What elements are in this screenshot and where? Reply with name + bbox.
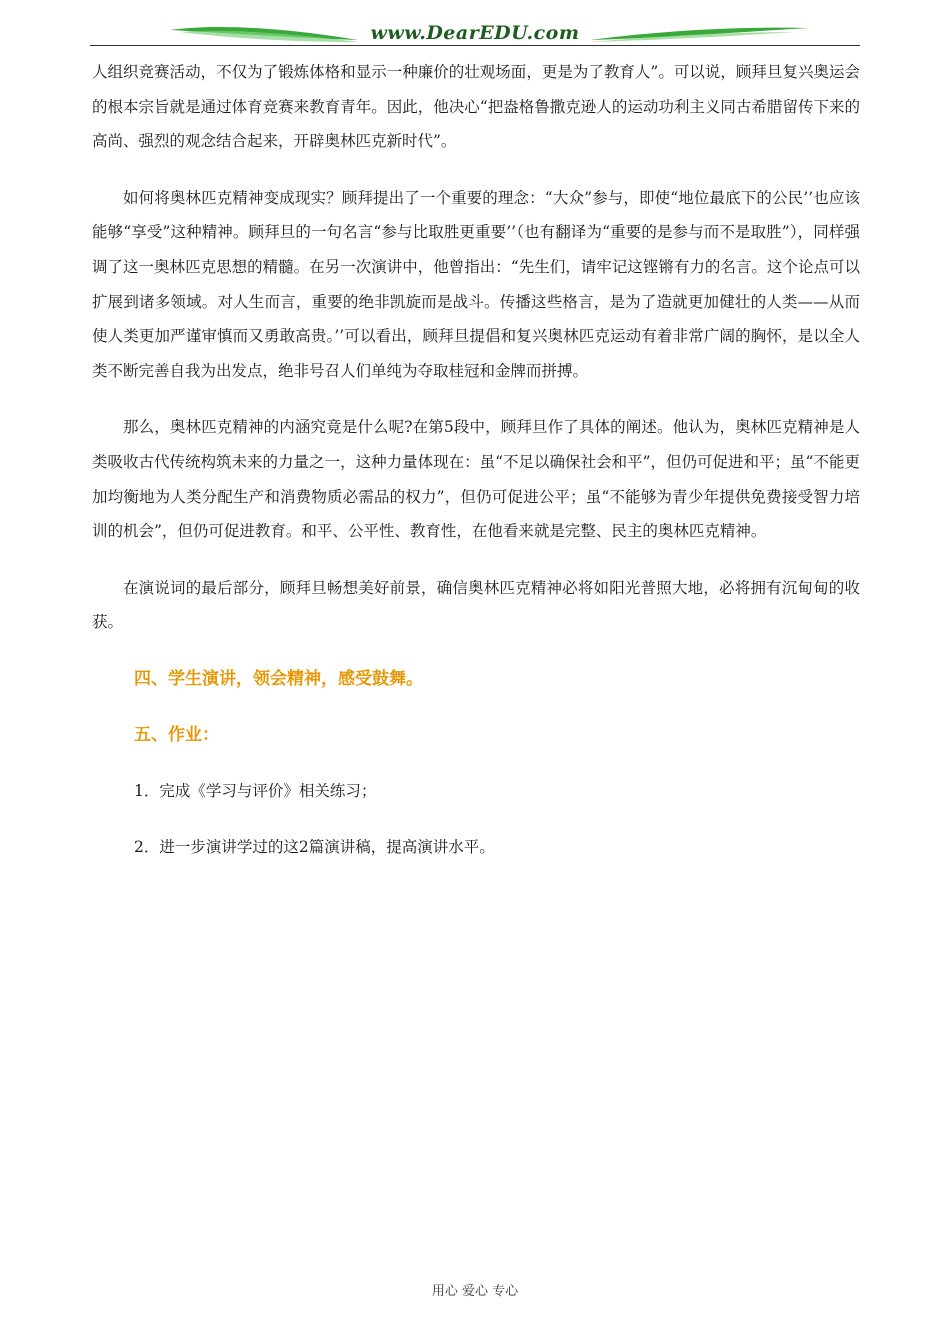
homework-item: 2．进一步演讲学过的这2篇演讲稿，提高演讲水平。: [134, 837, 495, 856]
body-paragraph: 在演说词的最后部分，顾拜旦畅想美好前景，确信奥林匹克精神必将如阳光普照大地，必将拥有沉甸甸的收获。: [92, 578, 860, 632]
homework-item: 1．完成《学习与评价》相关练习；: [134, 781, 377, 800]
header-divider: [90, 45, 860, 46]
document-body: [92, 55, 860, 886]
section-heading: 四、学生演讲，领会精神，感受鼓舞。: [134, 668, 423, 689]
site-title: www.DearEDU.com: [370, 22, 580, 44]
section-heading: 五、作业：: [134, 724, 219, 745]
body-paragraph: 如何将奥林匹克精神变成现实？顾拜提出了一个重要的理念：“大众”参与，即使“地位最底下的公民’’也应该能够“享受”这种精神。顾拜旦的一句名言“参与比取胜更重要’’（也有翻译为“重要的是参与而不是取胜”），同样强调了这一奥林匹克思想的精髓。在另一次演讲中，他曾指出：“先生们，请牢记这铿锵有力的名言。这个论点可以扩展到诸多领域。对人生而言，重要的绝非凯旋而是战斗。传播这些格言，是为了造就更加健壮的人类——从而使人类更加严谨审慎而又勇敢高贵。’’可以看出，顾拜旦提倡和复兴奥林匹克运动有着非常广阔的胸怀，是以全人类不断完善自我为出发点，绝非号召人们单纯为夺取桂冠和金牌而拼搏。: [92, 188, 860, 380]
page-footer: 用心 爱心 专心: [431, 1284, 519, 1299]
body-paragraph: 人组织竞赛活动，不仅为了锻炼体格和显示一种廉价的壮观场面，更是为了教育人”。可以说，顾拜旦复兴奥运会的根本宗旨就是通过体育竞赛来教育青年。因此，他决心“把盎格鲁撒克逊人的运动功利主义同古希腊留传下来的高尚、强烈的观念结合起来，开辟奥林匹克新时代”。: [92, 63, 860, 151]
body-paragraph: 那么，奥林匹克精神的内涵究竟是什么呢?在第5段中，顾拜旦作了具体的阐述。他认为，奥林匹克精神是人类吸收古代传统构筑未来的力量之一，这种力量体现在：虽“不足以确保社会和平”，但仍可促进和平；虽“不能更加均衡地为人类分配生产和消费物质必需品的权力”，但仍可促进公平；虽“不能够为青少年提供免费接受智力培训的机会”，但仍可促进教育。和平、公平性、教育性，在他看来就是完整、民主的奥林匹克精神。: [92, 418, 860, 541]
